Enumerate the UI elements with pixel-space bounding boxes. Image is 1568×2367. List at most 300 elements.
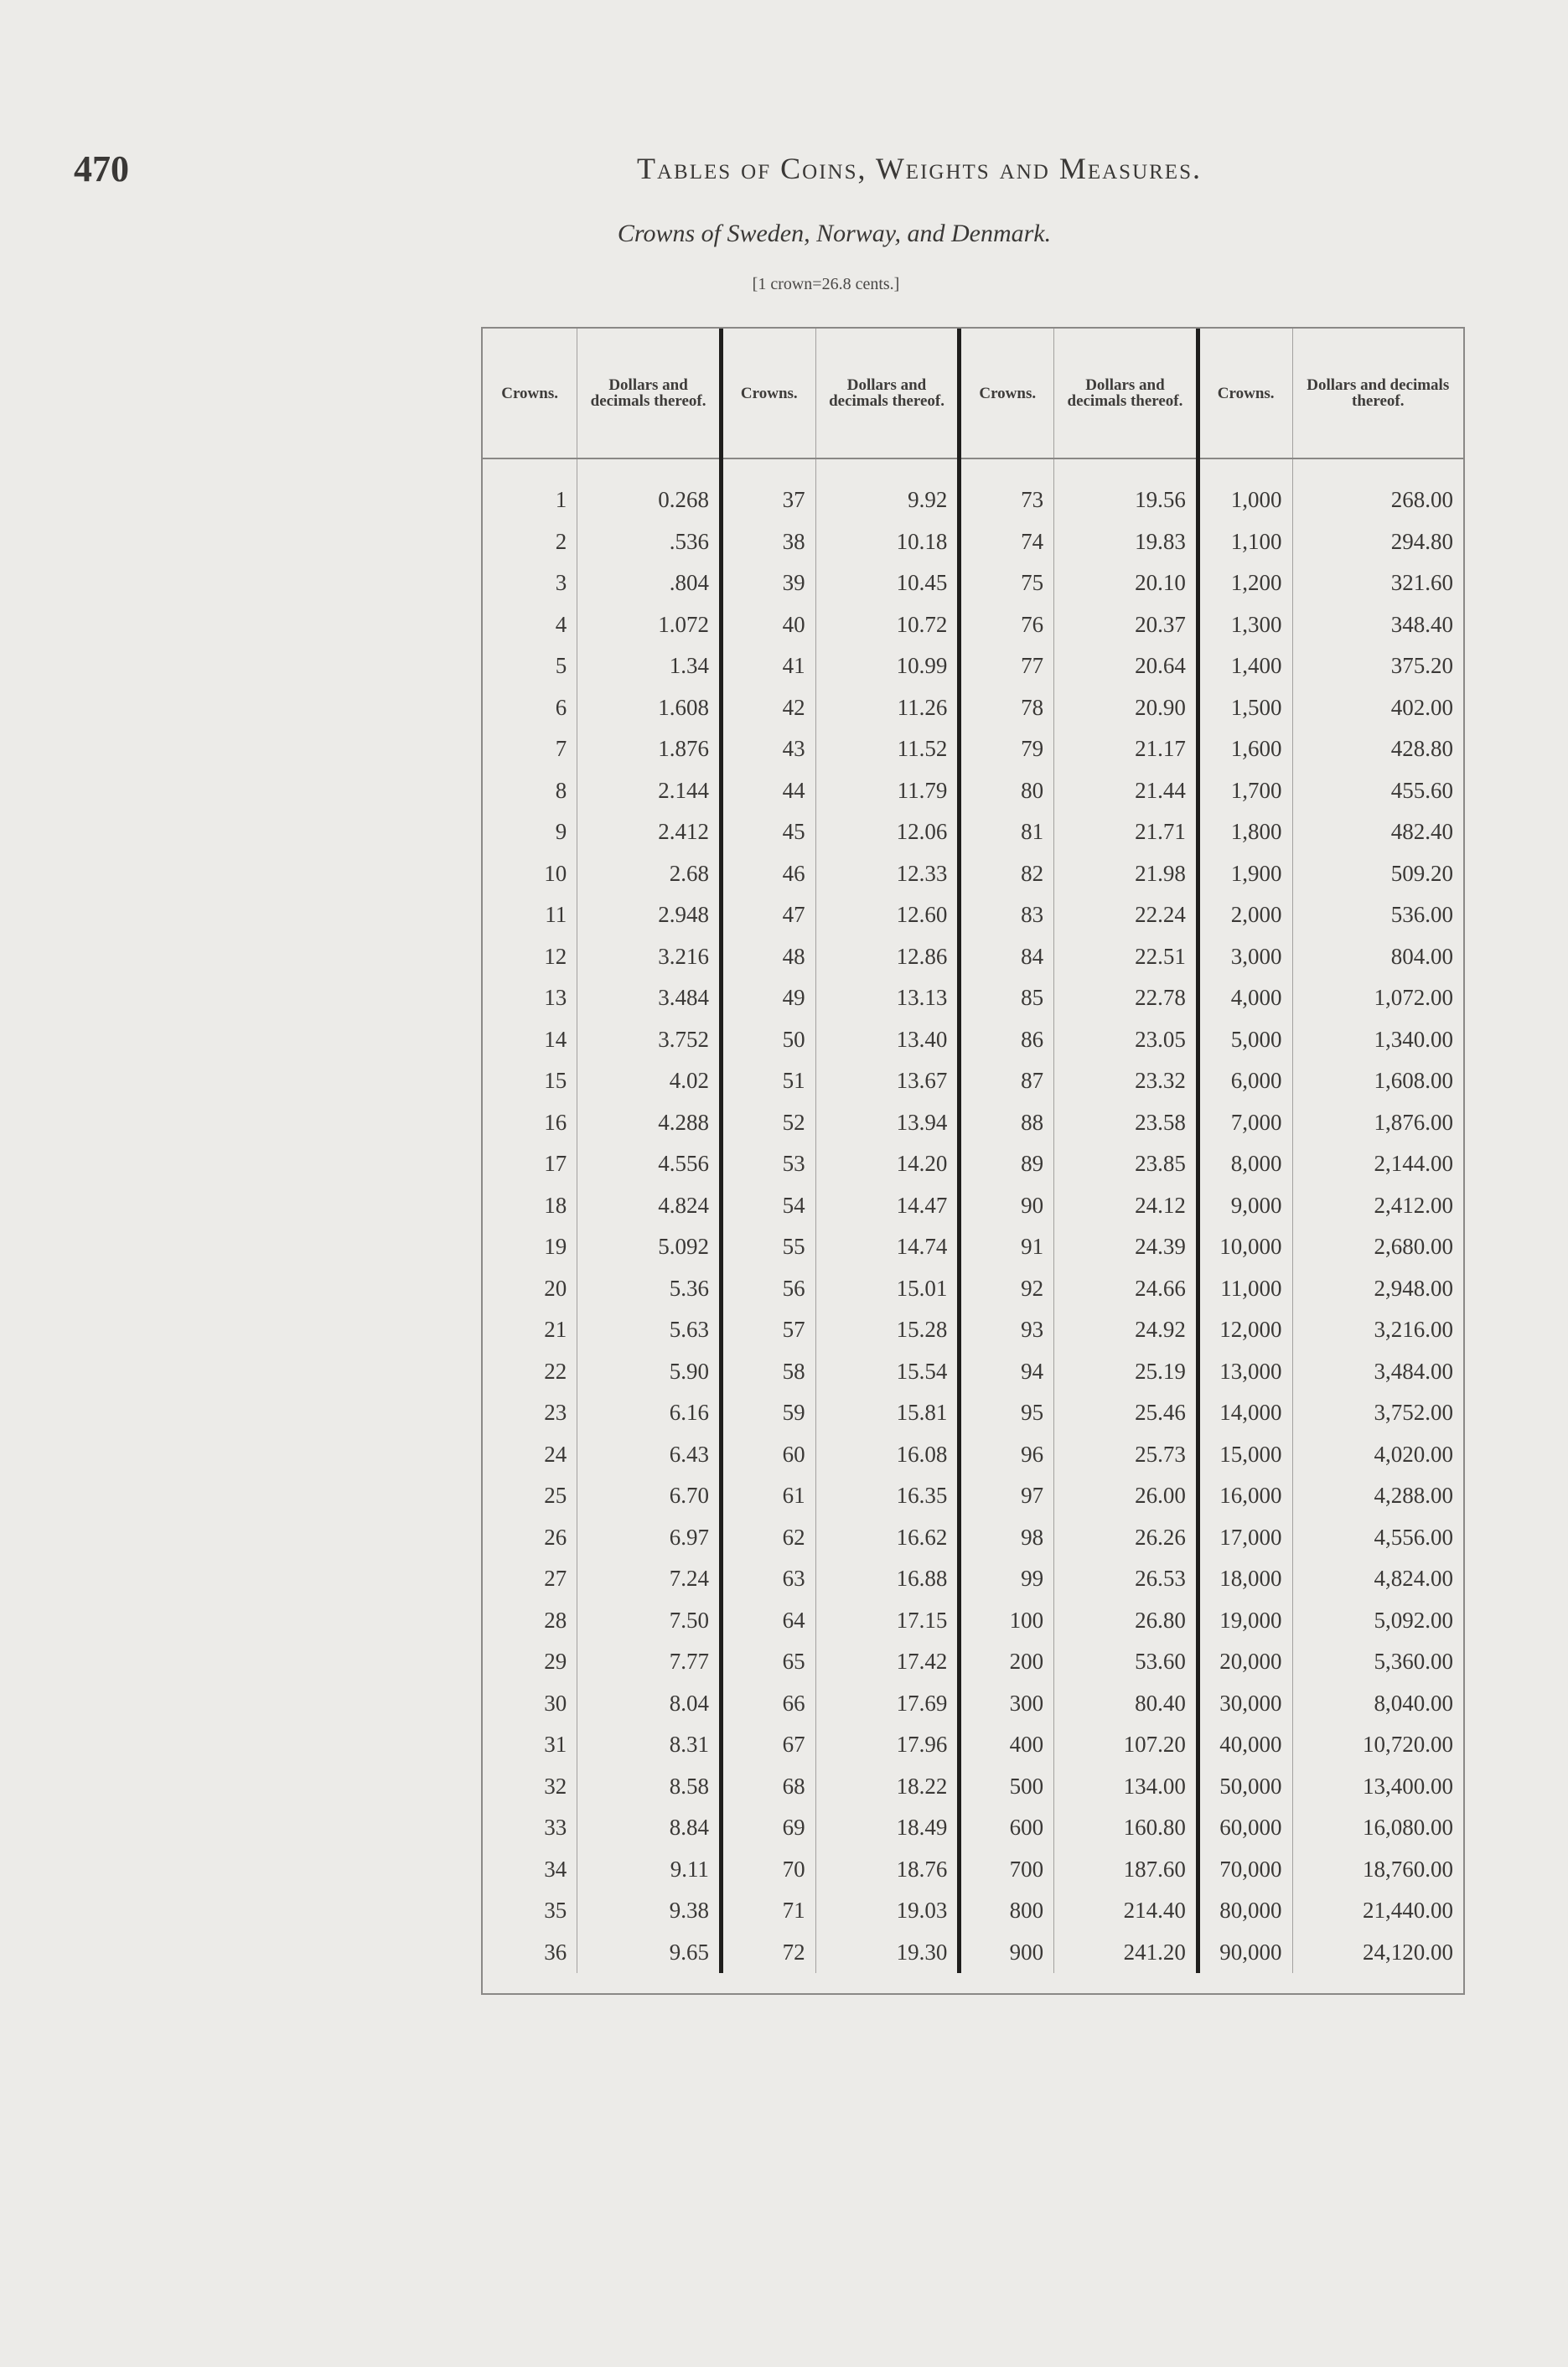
dollars-cell: 24.66 [1054,1268,1198,1310]
dollars-cell: 2,412.00 [1374,1192,1453,1218]
crowns-cell: 36 [483,1932,577,1974]
crowns-cell: 3 [483,562,577,604]
crowns-cell: 41 [721,645,815,687]
crowns-cell: 92 [960,1268,1054,1310]
crowns-cell: 18 [483,1185,577,1227]
crowns-cell: 23 [483,1392,577,1434]
dollars-cell: 13.13 [815,977,960,1019]
column-header: Crowns. [721,329,815,458]
dollars-cell: 375.20 [1390,653,1453,679]
table-row [483,1766,1463,1808]
crowns-cell: 1 [483,479,577,521]
dollars-cell: 23.32 [1054,1060,1198,1102]
crowns-cell: 5 [483,645,577,687]
crowns-cell: 35 [483,1890,577,1932]
table-row [483,1890,1463,1932]
crowns-cell: 11 [483,894,577,936]
crowns-cell: 60,000 [1198,1807,1292,1849]
crowns-cell: 1,600 [1198,728,1292,770]
crowns-cell: 86 [960,1019,1054,1061]
crowns-cell: 70 [721,1849,815,1891]
dollars-cell: 2.68 [577,853,722,895]
crowns-cell: 3,000 [1198,936,1292,978]
dollars-cell: 21.98 [1054,853,1198,895]
page-number: 470 [74,148,129,189]
crowns-cell: 42 [721,687,815,729]
crowns-cell: 80,000 [1198,1890,1292,1932]
dollars-cell: 1.608 [577,687,722,729]
crowns-cell: 81 [960,811,1054,853]
table-row [483,1143,1463,1185]
table-spacer-row [483,458,1463,479]
dollars-cell: 17.15 [815,1600,960,1642]
table-row [483,1434,1463,1476]
crowns-cell: 60 [721,1434,815,1476]
crowns-cell: 54 [721,1185,815,1227]
crowns-cell: 1,800 [1198,811,1292,853]
crowns-cell: 93 [960,1309,1054,1351]
crowns-cell: 17,000 [1198,1517,1292,1559]
crowns-cell: 15,000 [1198,1434,1292,1476]
crowns-cell: 46 [721,853,815,895]
crowns-cell: 2,000 [1198,894,1292,936]
column-header: Dollars and decimals thereof. [815,329,960,458]
crowns-cell: 21 [483,1309,577,1351]
dollars-cell: 15.01 [815,1268,960,1310]
table-row [483,853,1463,895]
crowns-cell: 19,000 [1198,1600,1292,1642]
column-header: Dollars and decimals thereof. [577,329,722,458]
crowns-cell: 9,000 [1198,1185,1292,1227]
dollars-cell: 4,020.00 [1374,1441,1453,1467]
table-row [483,1351,1463,1393]
dollars-cell: 19.03 [815,1890,960,1932]
dollars-cell: 2,680.00 [1374,1234,1453,1260]
crowns-cell: 4 [483,604,577,646]
dollars-cell: 23.05 [1054,1019,1198,1061]
dollars-cell: 23.58 [1054,1102,1198,1144]
crowns-cell: 50,000 [1198,1766,1292,1808]
crowns-cell: 67 [721,1724,815,1766]
dollars-cell: 11.79 [815,770,960,812]
dollars-cell: 8.84 [577,1807,722,1849]
dollars-cell: 80.40 [1054,1683,1198,1725]
crowns-cell: 43 [721,728,815,770]
crowns-cell: 74 [960,521,1054,563]
crowns-cell: 85 [960,977,1054,1019]
table-row [483,1932,1463,1974]
dollars-cell: 21,440.00 [1363,1898,1453,1924]
table-row [483,645,1463,687]
crowns-cell: 1,300 [1198,604,1292,646]
crowns-cell: 14,000 [1198,1392,1292,1434]
table-row [483,1019,1463,1061]
crowns-cell: 30,000 [1198,1683,1292,1725]
dollars-cell: 134.00 [1054,1766,1198,1808]
dollars-cell: 5,092.00 [1374,1607,1453,1633]
running-head: Tables of Coins, Weights and Measures. [637,152,1202,185]
crowns-to-dollars-table [483,329,1463,1973]
crowns-cell: 61 [721,1475,815,1517]
crowns-cell: 900 [960,1932,1054,1974]
dollars-cell: 536.00 [1390,902,1453,928]
dollars-cell: 15.54 [815,1351,960,1393]
crowns-cell: 51 [721,1060,815,1102]
dollars-cell: 22.51 [1054,936,1198,978]
table-row [483,811,1463,853]
crowns-cell: 8 [483,770,577,812]
crowns-cell: 27 [483,1558,577,1600]
dollars-cell: 428.80 [1390,736,1453,762]
dollars-cell: 20.37 [1054,604,1198,646]
crowns-cell: 63 [721,1558,815,1600]
dollars-cell: 402.00 [1390,694,1453,720]
crowns-cell: 77 [960,645,1054,687]
dollars-cell: 804.00 [1390,943,1453,969]
table-row [483,562,1463,604]
crowns-cell: 20 [483,1268,577,1310]
table-row [483,1060,1463,1102]
dollars-cell: 5.092 [577,1226,722,1268]
crowns-cell: 20,000 [1198,1641,1292,1683]
column-header: Crowns. [483,329,577,458]
table-row [483,479,1463,521]
dollars-cell: 16,080.00 [1363,1815,1453,1841]
crowns-cell: 88 [960,1102,1054,1144]
crowns-cell: 12,000 [1198,1309,1292,1351]
dollars-cell: 17.42 [815,1641,960,1683]
dollars-cell: 4,556.00 [1374,1524,1453,1550]
crowns-cell: 79 [960,728,1054,770]
dollars-cell: 15.81 [815,1392,960,1434]
conversion-table-frame [481,327,1465,1995]
crowns-cell: 300 [960,1683,1054,1725]
dollars-cell: 25.46 [1054,1392,1198,1434]
column-header: Dollars and decimals thereof. [1292,329,1463,458]
dollars-cell: 23.85 [1054,1143,1198,1185]
dollars-cell: 1,072.00 [1374,985,1453,1011]
dollars-cell: 13,400.00 [1363,1773,1453,1799]
table-row [483,770,1463,812]
dollars-cell: 6.16 [577,1392,722,1434]
crowns-cell: 7 [483,728,577,770]
dollars-cell: 7.24 [577,1558,722,1600]
dollars-cell: 11.26 [815,687,960,729]
table-row [483,604,1463,646]
crowns-cell: 500 [960,1766,1054,1808]
crowns-cell: 70,000 [1198,1849,1292,1891]
crowns-cell: 11,000 [1198,1268,1292,1310]
crowns-cell: 71 [721,1890,815,1932]
crowns-cell: 55 [721,1226,815,1268]
dollars-cell: 8.58 [577,1766,722,1808]
dollars-cell: 20.90 [1054,687,1198,729]
dollars-cell: 455.60 [1390,777,1453,803]
dollars-cell: 12.60 [815,894,960,936]
crowns-cell: 1,000 [1198,479,1292,521]
crowns-cell: 2 [483,521,577,563]
crowns-cell: 57 [721,1309,815,1351]
crowns-cell: 600 [960,1807,1054,1849]
crowns-cell: 100 [960,1600,1054,1642]
table-row [483,936,1463,978]
dollars-cell: 9.38 [577,1890,722,1932]
table-row [483,1558,1463,1600]
dollars-cell: .536 [577,521,722,563]
dollars-cell: 0.268 [577,479,722,521]
dollars-cell: 2.412 [577,811,722,853]
crowns-cell: 13 [483,977,577,1019]
dollars-cell: 4,824.00 [1374,1566,1453,1592]
table-row [483,1226,1463,1268]
dollars-cell: 3.484 [577,977,722,1019]
dollars-cell: 21.44 [1054,770,1198,812]
dollars-cell: 16.35 [815,1475,960,1517]
table-row [483,1600,1463,1642]
dollars-cell: 25.19 [1054,1351,1198,1393]
table-row [483,1683,1463,1725]
crowns-cell: 87 [960,1060,1054,1102]
dollars-cell: 1.876 [577,728,722,770]
dollars-cell: 12.06 [815,811,960,853]
crowns-cell: 1,400 [1198,645,1292,687]
table-row [483,1185,1463,1227]
dollars-cell: 10.18 [815,521,960,563]
dollars-cell: 24.12 [1054,1185,1198,1227]
dollars-cell: 26.80 [1054,1600,1198,1642]
crowns-cell: 99 [960,1558,1054,1600]
dollars-cell: 17.96 [815,1724,960,1766]
crowns-cell: 62 [721,1517,815,1559]
crowns-cell: 97 [960,1475,1054,1517]
crowns-cell: 15 [483,1060,577,1102]
dollars-cell: 3,216.00 [1374,1317,1453,1343]
crowns-cell: 40 [721,604,815,646]
crowns-cell: 10,000 [1198,1226,1292,1268]
table-row [483,1724,1463,1766]
table-row [483,1475,1463,1517]
crowns-cell: 37 [721,479,815,521]
table-row [483,521,1463,563]
crowns-cell: 50 [721,1019,815,1061]
dollars-cell: 8,040.00 [1374,1690,1453,1716]
dollars-cell: 4.288 [577,1102,722,1144]
dollars-cell: 9.65 [577,1932,722,1974]
table-row [483,1517,1463,1559]
dollars-cell: 15.28 [815,1309,960,1351]
dollars-cell: 17.69 [815,1683,960,1725]
table-row [483,1309,1463,1351]
crowns-cell: 26 [483,1517,577,1559]
crowns-cell: 68 [721,1766,815,1808]
dollars-cell: 2,948.00 [1374,1275,1453,1301]
crowns-cell: 1,900 [1198,853,1292,895]
crowns-cell: 52 [721,1102,815,1144]
crowns-cell: 64 [721,1600,815,1642]
crowns-cell: 6 [483,687,577,729]
crowns-cell: 45 [721,811,815,853]
table-row [483,1392,1463,1434]
table-body [483,458,1463,1973]
crowns-cell: 22 [483,1351,577,1393]
dollars-cell: 9.92 [815,479,960,521]
crowns-cell: 56 [721,1268,815,1310]
crowns-cell: 17 [483,1143,577,1185]
dollars-cell: 482.40 [1390,819,1453,845]
dollars-cell: 294.80 [1390,528,1453,554]
dollars-cell: 16.08 [815,1434,960,1476]
crowns-cell: 4,000 [1198,977,1292,1019]
dollars-cell: 4.02 [577,1060,722,1102]
crowns-cell: 80 [960,770,1054,812]
table-row [483,1807,1463,1849]
crowns-cell: 78 [960,687,1054,729]
crowns-cell: 58 [721,1351,815,1393]
dollars-cell: 21.71 [1054,811,1198,853]
crowns-cell: 65 [721,1641,815,1683]
dollars-cell: 11.52 [815,728,960,770]
crowns-cell: 5,000 [1198,1019,1292,1061]
dollars-cell: 321.60 [1390,570,1453,596]
dollars-cell: 6.70 [577,1475,722,1517]
dollars-cell: 20.10 [1054,562,1198,604]
crowns-cell: 9 [483,811,577,853]
crowns-cell: 1,700 [1198,770,1292,812]
crowns-cell: 8,000 [1198,1143,1292,1185]
crowns-cell: 6,000 [1198,1060,1292,1102]
table-row [483,1641,1463,1683]
dollars-cell: 4.556 [577,1143,722,1185]
dollars-cell: 13.67 [815,1060,960,1102]
crowns-cell: 94 [960,1351,1054,1393]
crowns-cell: 75 [960,562,1054,604]
crowns-cell: 82 [960,853,1054,895]
crowns-cell: 73 [960,479,1054,521]
dollars-cell: 3,484.00 [1374,1358,1453,1384]
dollars-cell: 16.62 [815,1517,960,1559]
dollars-cell: 1.34 [577,645,722,687]
dollars-cell: 25.73 [1054,1434,1198,1476]
crowns-cell: 33 [483,1807,577,1849]
column-header: Crowns. [1198,329,1292,458]
dollars-cell: 21.17 [1054,728,1198,770]
dollars-cell: .804 [577,562,722,604]
dollars-cell: 19.30 [815,1932,960,1974]
crowns-cell: 96 [960,1434,1054,1476]
column-header: Crowns. [960,329,1054,458]
dollars-cell: 12.86 [815,936,960,978]
dollars-cell: 3.752 [577,1019,722,1061]
crowns-cell: 700 [960,1849,1054,1891]
crowns-cell: 7,000 [1198,1102,1292,1144]
crowns-cell: 91 [960,1226,1054,1268]
dollars-cell: 3.216 [577,936,722,978]
dollars-cell: 13.94 [815,1102,960,1144]
crowns-cell: 1,500 [1198,687,1292,729]
crowns-cell: 29 [483,1641,577,1683]
dollars-cell: 241.20 [1054,1932,1198,1974]
dollars-cell: 7.77 [577,1641,722,1683]
dollars-cell: 6.97 [577,1517,722,1559]
dollars-cell: 4.824 [577,1185,722,1227]
crowns-cell: 53 [721,1143,815,1185]
crowns-cell: 13,000 [1198,1351,1292,1393]
crowns-cell: 98 [960,1517,1054,1559]
crowns-cell: 1,200 [1198,562,1292,604]
crowns-cell: 69 [721,1807,815,1849]
dollars-cell: 10.99 [815,645,960,687]
crowns-cell: 18,000 [1198,1558,1292,1600]
crowns-cell: 47 [721,894,815,936]
crowns-cell: 95 [960,1392,1054,1434]
dollars-cell: 1,340.00 [1374,1026,1453,1052]
table-row [483,977,1463,1019]
crowns-cell: 49 [721,977,815,1019]
table-row [483,1849,1463,1891]
dollars-cell: 10,720.00 [1363,1732,1453,1758]
crowns-cell: 25 [483,1475,577,1517]
dollars-cell: 9.11 [577,1849,722,1891]
dollars-cell: 14.47 [815,1185,960,1227]
dollars-cell: 1,876.00 [1374,1109,1453,1135]
crowns-cell: 34 [483,1849,577,1891]
crowns-cell: 76 [960,604,1054,646]
crowns-cell: 44 [721,770,815,812]
dollars-cell: 14.74 [815,1226,960,1268]
table-title: Crowns of Sweden, Norway, and Denmark. [617,220,1052,247]
crowns-cell: 30 [483,1683,577,1725]
dollars-cell: 509.20 [1390,860,1453,886]
crowns-cell: 90,000 [1198,1932,1292,1974]
dollars-cell: 6.43 [577,1434,722,1476]
dollars-cell: 18.22 [815,1766,960,1808]
crowns-cell: 1,100 [1198,521,1292,563]
crowns-cell: 14 [483,1019,577,1061]
dollars-cell: 19.83 [1054,521,1198,563]
crowns-cell: 12 [483,936,577,978]
dollars-cell: 4,288.00 [1374,1483,1453,1509]
dollars-cell: 214.40 [1054,1890,1198,1932]
crowns-cell: 200 [960,1641,1054,1683]
exchange-rate-note: [1 crown=26.8 cents.] [752,275,900,293]
table-row [483,1268,1463,1310]
crowns-cell: 89 [960,1143,1054,1185]
dollars-cell: 1,608.00 [1374,1068,1453,1094]
dollars-cell: 22.24 [1054,894,1198,936]
dollars-cell: 18.76 [815,1849,960,1891]
dollars-cell: 19.56 [1054,479,1198,521]
crowns-cell: 31 [483,1724,577,1766]
dollars-cell: 8.31 [577,1724,722,1766]
dollars-cell: 2.948 [577,894,722,936]
table-header-row [483,329,1463,458]
dollars-cell: 22.78 [1054,977,1198,1019]
crowns-cell: 24 [483,1434,577,1476]
dollars-cell: 24.39 [1054,1226,1198,1268]
crowns-cell: 48 [721,936,815,978]
crowns-cell: 59 [721,1392,815,1434]
crowns-cell: 84 [960,936,1054,978]
crowns-cell: 800 [960,1890,1054,1932]
dollars-cell: 2,144.00 [1374,1151,1453,1177]
dollars-cell: 26.26 [1054,1517,1198,1559]
crowns-cell: 16 [483,1102,577,1144]
dollars-cell: 7.50 [577,1600,722,1642]
dollars-cell: 24,120.00 [1363,1939,1453,1965]
dollars-cell: 53.60 [1054,1641,1198,1683]
dollars-cell: 5.63 [577,1309,722,1351]
dollars-cell: 3,752.00 [1374,1400,1453,1426]
